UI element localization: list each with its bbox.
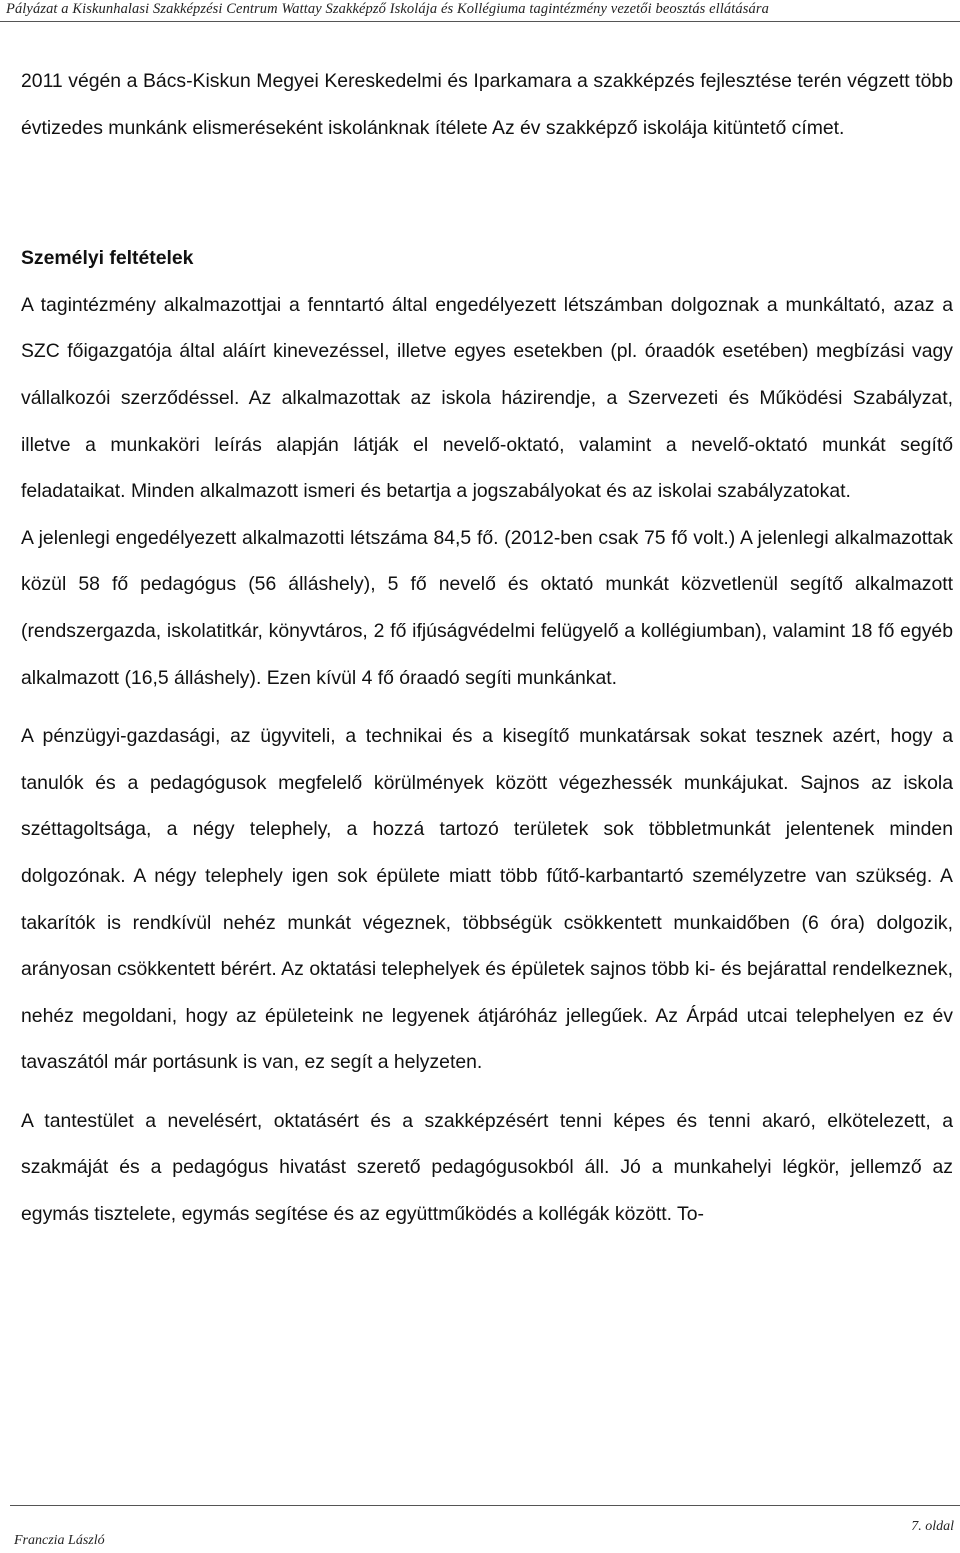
intro-paragraph: 2011 végén a Bács-Kiskun Megyei Kereskedelmi és Iparkamara a szakképzés fejlesztése terén végzett több évtizedes munkánk elismeréseként iskolánknak ítélete Az év szakképző iskolája kitüntető címet.	[21, 70, 953, 139]
document-body	[21, 58, 953, 1238]
page-number: 7. oldal	[911, 1519, 954, 1534]
header-title: Pályázat a Kiskunhalasi Szakképzési Centrum Wattay Szakképző Iskolája és Kollégiuma tagintézmény vezetői beosztás ellátására	[6, 1, 769, 17]
header-divider	[0, 21, 960, 22]
staff-paragraph: A tagintézmény alkalmazottjai a fenntartó által engedélyezett létszámban dolgoznak a munkáltató, azaz a SZC főigazgatója által aláírt kinevezéssel, illetve egyes esetekben (pl. óraadók esetében) megbízási vagy vállalkozói szerződéssel. Az alkalmazottak az iskola házirendje, a Szervezeti és Működési Szabályzat, illetve a munkaköri leírás alapján látják el nevelő-oktató, valamint a nevelő-oktató munkát segítő feladataikat. Minden alkalmazott ismeri és betartja a jogszabályokat és az iskolai szabályzatokat.	[21, 293, 953, 503]
faculty-paragraph: A tantestület a nevelésért, oktatásért és a szakképzésért tenni képes és tenni akaró, elkötelezett, a szakmáját és a pedagógus hivatást szerető pedagógusokból áll. Jó a munkahelyi légkör, jellemző az egymás tisztelete, egymás segítése és az együttműködés a kollégák között. To-	[21, 1109, 953, 1226]
support-staff-paragraph: A pénzügyi-gazdasági, az ügyviteli, a technikai és a kisegítő munkatársak sokat tesznek azért, hogy a tanulók és a pedagógusok megfelelő körülmények között végezhessék munkájukat. Sajnos az iskola széttagoltsága, a négy telephely, a hozzá tartozó területek sok többletmunkát jelentenek minden dolgozónak. A négy telephely igen sok épülete miatt több fűtő-karbantartó személyzetre van szükség. A takarítók is rendkívül nehéz munkát végeznek, többségük csökkentett munkaidőben (6 óra) dolgozik, arányosan csökkentett bérért. Az oktatási telephelyek és épületek sajnos több ki- és bejárattal rendelkeznek, nehéz megoldani, hogy az épületeink ne legyenek átjáróház jellegűek. Az Árpád utcai telephelyen ez év tavaszától már portásunk is van, ez segít a helyzeten.	[21, 725, 953, 1074]
headcount-paragraph: A jelenlegi engedélyezett alkalmazotti létszáma 84,5 fő. (2012-ben csak 75 fő volt.) A jelenlegi alkalmazottak közül 58 fő pedagógus (56 álláshely), 5 fő nevelő és oktató munkát közvetlenül segítő alkalmazott (rendszergazda, iskolatitkár, könyvtáros, 2 fő ifjúságvédelmi felügyelő a kollégiumban), valamint 18 fő egyéb alkalmazott (16,5 álláshely). Ezen kívül 4 fő óraadó segíti munkánkat.	[21, 526, 953, 689]
page-header	[0, 0, 960, 22]
section-heading: Személyi feltételek	[21, 247, 194, 270]
footer-divider	[10, 1505, 960, 1506]
footer-author: Franczia László	[14, 1533, 105, 1548]
